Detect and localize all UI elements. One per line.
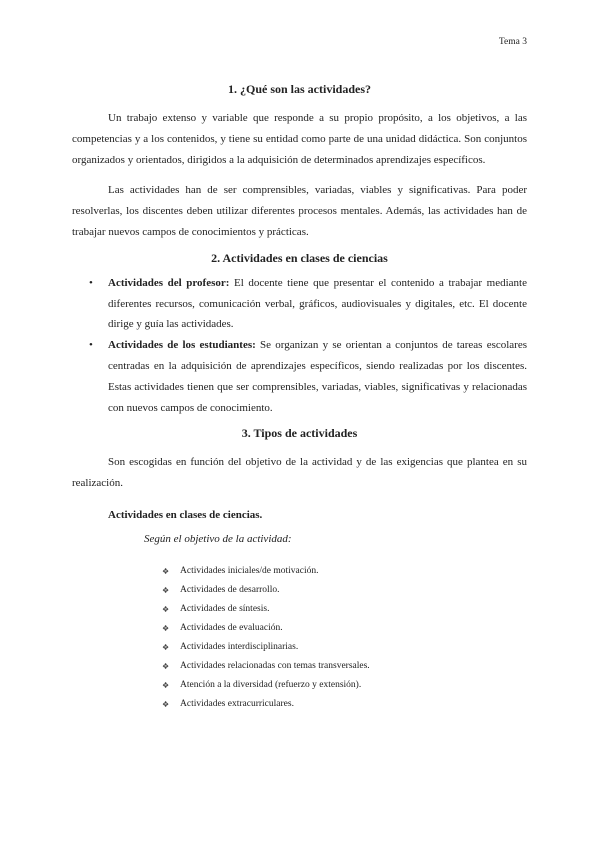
page-header-tema: Tema 3 bbox=[498, 37, 527, 47]
list-item: ❖ Atención a la diversidad (refuerzo y extensión). bbox=[72, 676, 527, 695]
bullet-label: Actividades de los estudiantes: bbox=[108, 339, 256, 352]
list-item: ❖ Actividades iniciales/de motivación. bbox=[72, 562, 527, 581]
diamond-bullet-icon: ❖ bbox=[162, 604, 170, 614]
bullet-item-estudiantes bbox=[72, 335, 527, 418]
list-item: ❖ Actividades extracurriculares. bbox=[72, 695, 527, 714]
section-1-title: 1. ¿Qué son las actividades? bbox=[227, 82, 371, 96]
bullet-text: Se organizan y se orientan a conjuntos de tareas escolares centradas en la adquisición de aprendizajes específicos, siendo realizadas por los discentes. Estas actividades tienen que ser comprensibles, variadas, viables, significativas y relacionadas con nuevos campos de conocimiento. bbox=[108, 339, 528, 414]
section-2-title: 2. Actividades en clases de ciencias bbox=[211, 250, 388, 265]
list-item: ❖ Actividades de evaluación. bbox=[72, 619, 527, 638]
section-3-subheading: Actividades en clases de ciencias. bbox=[108, 508, 263, 521]
list-item: ❖ Actividades de desarrollo. bbox=[72, 581, 527, 600]
diamond-bullet-icon: ❖ bbox=[162, 642, 170, 652]
bullet-label: Actividades del profesor: bbox=[108, 276, 230, 289]
diamond-bullet-icon: ❖ bbox=[162, 699, 170, 709]
section-3-subsubheading: Según el objetivo de la actividad: bbox=[144, 532, 292, 545]
list-item: ❖ Actividades de síntesis. bbox=[72, 600, 527, 619]
section-3-title: 3. Tipos de actividades bbox=[241, 426, 358, 441]
list-item: ❖ Actividades relacionadas con temas transversales. bbox=[72, 657, 527, 676]
section-1-paragraph-2: Las actividades han de ser comprensibles, variadas, viables y significativas. Para poder resolverlas, los discentes deben utilizar diferentes procesos mentales. Además, las actividades han de trabajar nuevos campos de conocimientos y prácticas. bbox=[72, 184, 527, 238]
bullet-dot-icon: • bbox=[89, 339, 93, 352]
activity-types-list bbox=[72, 562, 527, 714]
bullet-dot-icon: • bbox=[89, 276, 93, 289]
bullet-item-profesor bbox=[72, 273, 527, 335]
list-item: ❖ Actividades interdisciplinarias. bbox=[72, 638, 527, 657]
diamond-bullet-icon: ❖ bbox=[162, 585, 170, 595]
section-3-paragraph-1: Son escogidas en función del objetivo de la actividad y de las exigencias que plantea en su realización. bbox=[72, 456, 527, 490]
diamond-bullet-icon: ❖ bbox=[162, 623, 170, 633]
bullet-text: El docente tiene que presentar el contenido a trabajar mediante diferentes recursos, comunicación verbal, gráficos, audiovisuales y digitales, etc. El docente dirige y guía las actividades. bbox=[108, 276, 527, 331]
diamond-bullet-icon: ❖ bbox=[162, 680, 170, 690]
section-1-paragraph-1: Un trabajo extenso y variable que responde a su propio propósito, a los objetivos, a las competencias y a los contenidos, y tiene su entidad como parte de una unidad didáctica. Son conjuntos organizados y orientados, dirigidos a la adquisición de determinados aprendizajes específicos. bbox=[72, 112, 527, 166]
diamond-bullet-icon: ❖ bbox=[162, 566, 170, 576]
diamond-bullet-icon: ❖ bbox=[162, 661, 170, 671]
section-2-bullet-list bbox=[72, 273, 527, 419]
document-content bbox=[72, 80, 527, 714]
